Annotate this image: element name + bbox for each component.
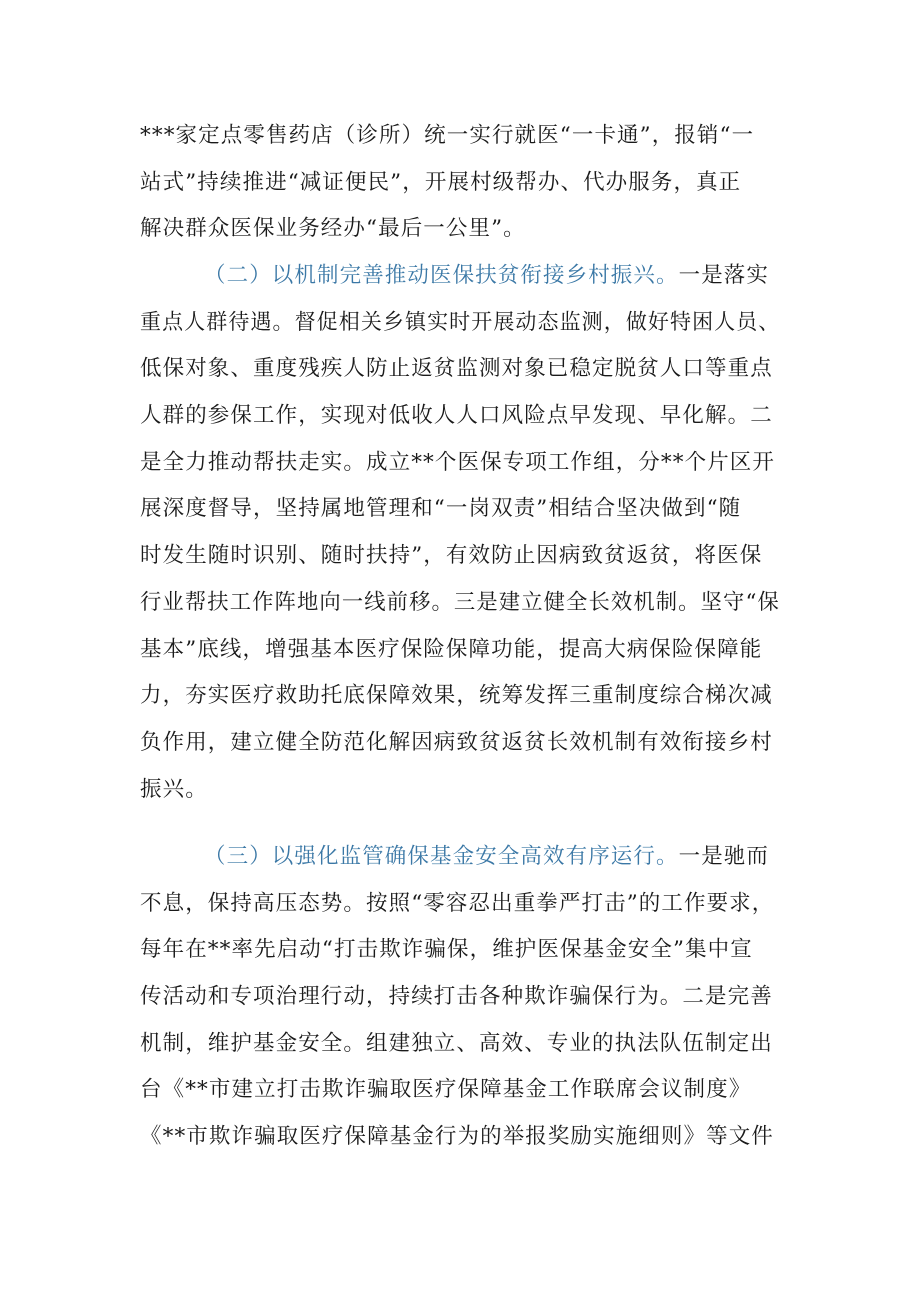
paragraph-1-line: 站式”持续推进“减证便民”，开展村级帮办、代办服务，真正	[140, 169, 742, 195]
paragraph-2-line: 振兴。	[140, 776, 208, 802]
paragraph-2-line: 行业帮扶工作阵地向一线前移。三是建立健全长效机制。坚守“保	[140, 589, 780, 615]
paragraph-2-line: 人群的参保工作，实现对低收人人口风险点早发现、早化解。二	[140, 403, 773, 429]
paragraph-2-line: 基本”底线，增强基本医疗保险保障功能，提高大病保险保障能	[140, 636, 763, 662]
paragraph-1-line: ***家定点零售药店（诊所）统一实行就医“一卡通”，报销“一	[140, 123, 755, 148]
paragraph-3-line: 不息，保持高压态势。按照“零容忍出重拳严打击”的工作要求，	[140, 890, 775, 916]
paragraph-3-line: 传活动和专项治理行动，持续打击各种欺诈骗保行为。二是完善	[140, 984, 773, 1010]
paragraph-3-first-line	[140, 834, 780, 881]
paragraph-2-line: 低保对象、重度残疾人防止返贫监测对象已稳定脱贫人口等重点	[140, 356, 773, 382]
paragraph-2	[140, 253, 780, 813]
paragraph-3	[140, 834, 780, 1161]
paragraph-2-line: 力，夯实医疗救助托底保障效果，统筹发挥三重制度综合梯次减	[140, 683, 773, 709]
paragraph-2-first-line-text: 一是落实	[678, 263, 770, 288]
paragraph-2-line: 负作用，建立健全防范化解因病致贫返贫长效机制有效衔接乡村	[140, 729, 773, 755]
section-heading-3: （三）以强化监管确保基金安全高效有序运行。	[204, 844, 679, 869]
paragraph-3-line: 每年在**率先启动“打击欺诈骗保，维护医保基金安全”集中宣	[140, 937, 753, 963]
paragraph-2-line: 重点人群待遇。督促相关乡镇实时开展动态监测，做好特困人员、	[140, 309, 781, 335]
paragraph-2-line: 展深度督导，坚持属地管理和“一岗双责”相结合坚决做到“随	[140, 496, 742, 522]
section-heading-2: （二）以机制完善推动医保扶贫衔接乡村振兴。	[204, 263, 679, 288]
paragraph-2-line: 时发生随时识别、随时扶持”，有效防止因病致贫返贫，将医保	[140, 543, 763, 569]
paragraph-2-line: 是全力推动帮扶走实。成立**个医保专项工作组，分**个片区开	[140, 449, 776, 475]
paragraph-1	[140, 113, 780, 253]
paragraph-3-first-line-text: 一是驰而	[678, 844, 770, 869]
paragraph-3-line: 机制，维护基金安全。组建独立、高效、专业的执法队伍制定出	[140, 1030, 773, 1056]
paragraph-3-line: 台《**市建立打击欺诈骗取医疗保障基金工作联席会议制度》	[140, 1077, 752, 1103]
paragraph-2-first-line	[140, 253, 780, 300]
paragraph-3-line: 《**市欺诈骗取医疗保障基金行为的举报奖励实施细则》等文件	[140, 1124, 774, 1150]
paragraph-1-line: 解决群众医保业务经办“最后一公里”。	[140, 216, 526, 242]
